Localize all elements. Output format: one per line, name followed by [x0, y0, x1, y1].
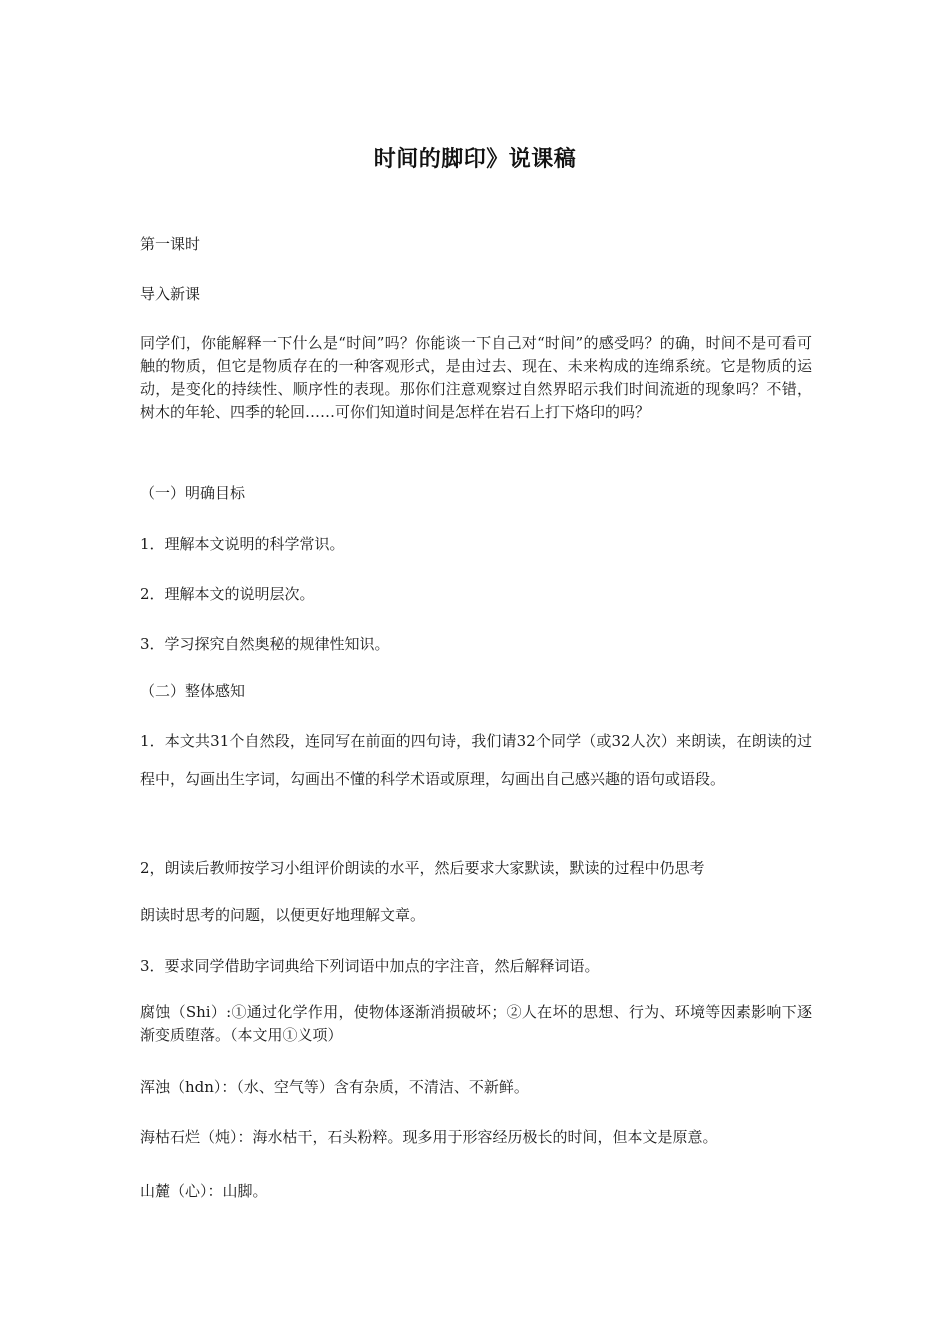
- document-title: 时间的脚印》说课稿: [373, 147, 577, 172]
- goal-item-3: 3．学习探究自然奥秘的规律性知识。: [140, 635, 390, 653]
- vocab-item-4: 山麓（心）：山脚。: [140, 1182, 268, 1200]
- goals-heading: （一）明确目标: [140, 484, 246, 502]
- perception-item-2-line-2: 朗读时思考的问题，以便更好地理解文章。: [140, 906, 426, 924]
- perception-item-3: 3．要求同学借助字词典给下列词语中加点的字注音，然后解释词语。: [140, 957, 600, 975]
- perception-item-2-line-1: 2，朗读后教师按学习小组评价朗读的水平，然后要求大家默读，默读的过程中仍思考: [140, 859, 705, 877]
- vocab-item-1: 腐蚀（Shi）:①通过化学作用，使物体逐渐消损破坏；②人在坏的思想、行为、环境等因素影响下逐渐变质堕落。（本文用①义项）: [140, 1003, 812, 1044]
- section-period: 第一课时: [140, 235, 201, 253]
- perception-item-1: 1．本文共31个自然段，连同写在前面的四句诗，我们请32个同学（或32人次）来朗读，在朗读的过程中，勾画出生字词，勾画出不懂的科学术语或原理，勾画出自己感兴趣的语句或语段。: [140, 732, 812, 788]
- goal-item-1: 1．理解本文说明的科学常识。: [140, 535, 345, 553]
- goal-item-2: 2．理解本文的说明层次。: [140, 585, 315, 603]
- vocab-item-2: 浑浊（hdn）：（水、空气等）含有杂质，不清洁、不新鲜。: [140, 1078, 529, 1096]
- intro-paragraph: 同学们，你能解释一下什么是“时间”吗？你能谈一下自己对“时间”的感受吗？的确，时间不是可看可触的物质，但它是物质存在的一种客观形式，是由过去、现在、未来构成的连绵系统。它是物质的运动，是变化的持续性、顺序性的表现。那你们注意观察过自然界昭示我们时间流逝的现象吗？不错，树木的年轮、四季的轮回……可你们知道时间是怎样在岩石上打下烙印的吗？: [140, 334, 812, 421]
- perception-heading: （二）整体感知: [140, 682, 246, 700]
- vocab-item-3: 海枯石烂（炖）：海水枯干，石头粉粹。现多用于形容经历极长的时间，但本文是原意。: [140, 1128, 718, 1146]
- intro-heading: 导入新课: [140, 285, 201, 303]
